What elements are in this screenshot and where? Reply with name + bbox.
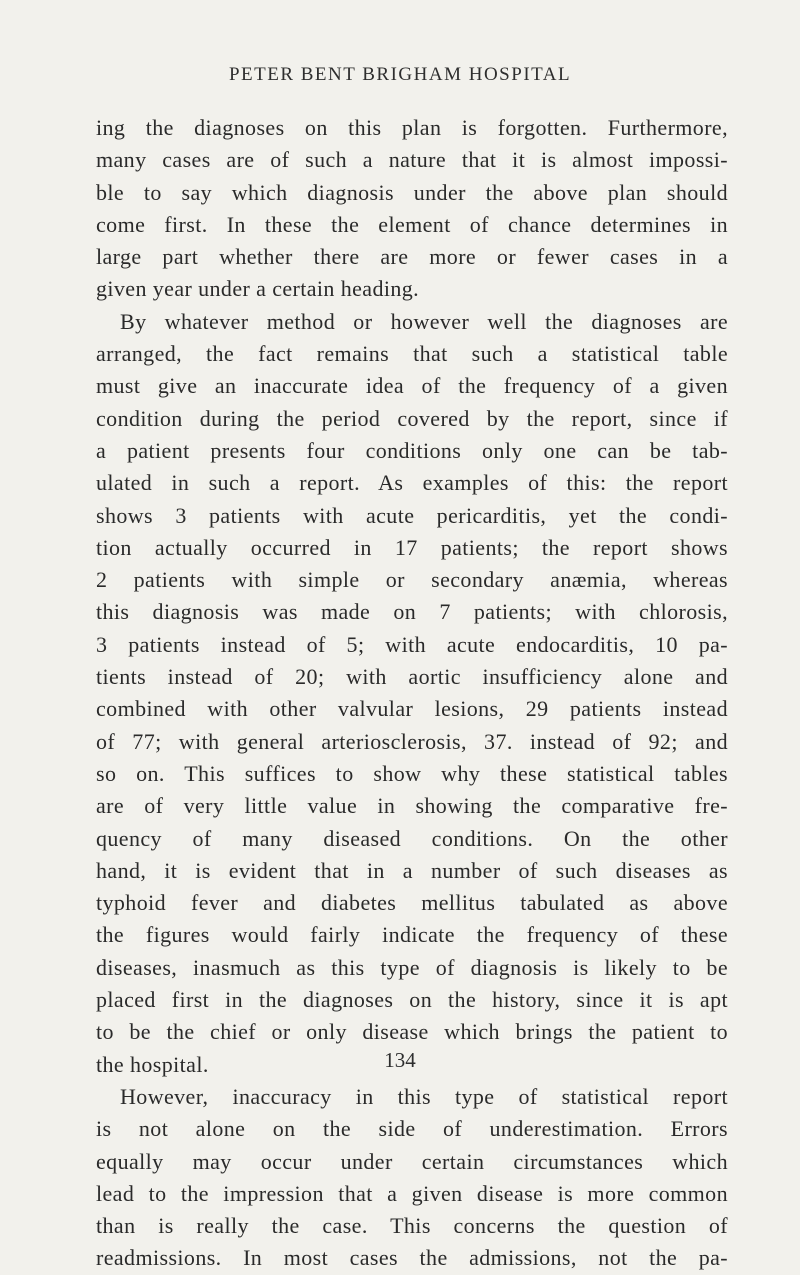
text-line: this diagnosis was made on 7 patients; with chlorosis,: [96, 599, 728, 625]
text-line: However, inaccuracy in this type of statistical report: [120, 1083, 728, 1109]
text-line: shows 3 patients with acute pericarditis, yet the condi-: [96, 502, 728, 528]
text-line: placed first in the diagnoses on the history, since it is apt: [96, 987, 728, 1013]
text-line: tion actually occurred in 17 patients; the report shows: [96, 534, 728, 560]
text-line: ble to say which diagnosis under the above plan should: [96, 179, 728, 205]
text-line: the figures would fairly indicate the frequency of these: [96, 922, 728, 948]
text-line: equally may occur under certain circumstances which: [96, 1148, 728, 1174]
text-line: ulated in such a report. As examples of this: the report: [96, 470, 728, 496]
running-head: PETER BENT BRIGHAM HOSPITAL: [228, 64, 572, 85]
text-line: typhoid fever and diabetes mellitus tabulated as above: [96, 890, 728, 916]
body-text: [96, 112, 728, 1275]
text-line: readmissions. In most cases the admissions, not the pa-: [96, 1245, 728, 1271]
text-line: 3 patients instead of 5; with acute endocarditis, 10 pa-: [96, 631, 728, 657]
text-line: than is really the case. This concerns the question of: [96, 1213, 728, 1239]
text-line: large part whether there are more or fewer cases in a: [96, 244, 728, 270]
text-line: 2 patients with simple or secondary anæmia, whereas: [96, 567, 728, 593]
text-line: the hospital.: [96, 1051, 209, 1077]
text-line: lead to the impression that a given disease is more common: [96, 1180, 728, 1206]
page-number: 134: [384, 1048, 416, 1072]
text-line: hand, it is evident that in a number of such diseases as: [96, 857, 728, 883]
text-line: diseases, inasmuch as this type of diagnosis is likely to be: [96, 954, 728, 980]
text-line: so on. This suffices to show why these statistical tables: [96, 760, 728, 786]
text-line: must give an inaccurate idea of the frequency of a given: [96, 373, 728, 399]
text-line: of 77; with general arteriosclerosis, 37. instead of 92; and: [96, 728, 728, 754]
text-line: is not alone on the side of underestimation. Errors: [96, 1116, 728, 1142]
text-line: arranged, the fact remains that such a statistical table: [96, 341, 728, 367]
text-line: condition during the period covered by the report, since if: [96, 405, 728, 431]
text-line: quency of many diseased conditions. On the other: [96, 825, 728, 851]
text-line: to be the chief or only disease which brings the patient to: [96, 1019, 728, 1045]
text-line: ing the diagnoses on this plan is forgotten. Furthermore,: [96, 115, 728, 140]
text-line: come first. In these the element of chance determines in: [96, 211, 728, 237]
text-line: are of very little value in showing the comparative fre-: [96, 793, 728, 819]
text-line: given year under a certain heading.: [96, 276, 420, 302]
text-line: By whatever method or however well the diagnoses are: [120, 308, 728, 334]
text-line: tients instead of 20; with aortic insufficiency alone and: [96, 664, 728, 690]
text-line: many cases are of such a nature that it is almost impossi-: [96, 147, 728, 173]
text-line: a patient presents four conditions only one can be tab-: [96, 437, 728, 463]
text-line: combined with other valvular lesions, 29 patients instead: [96, 696, 728, 722]
